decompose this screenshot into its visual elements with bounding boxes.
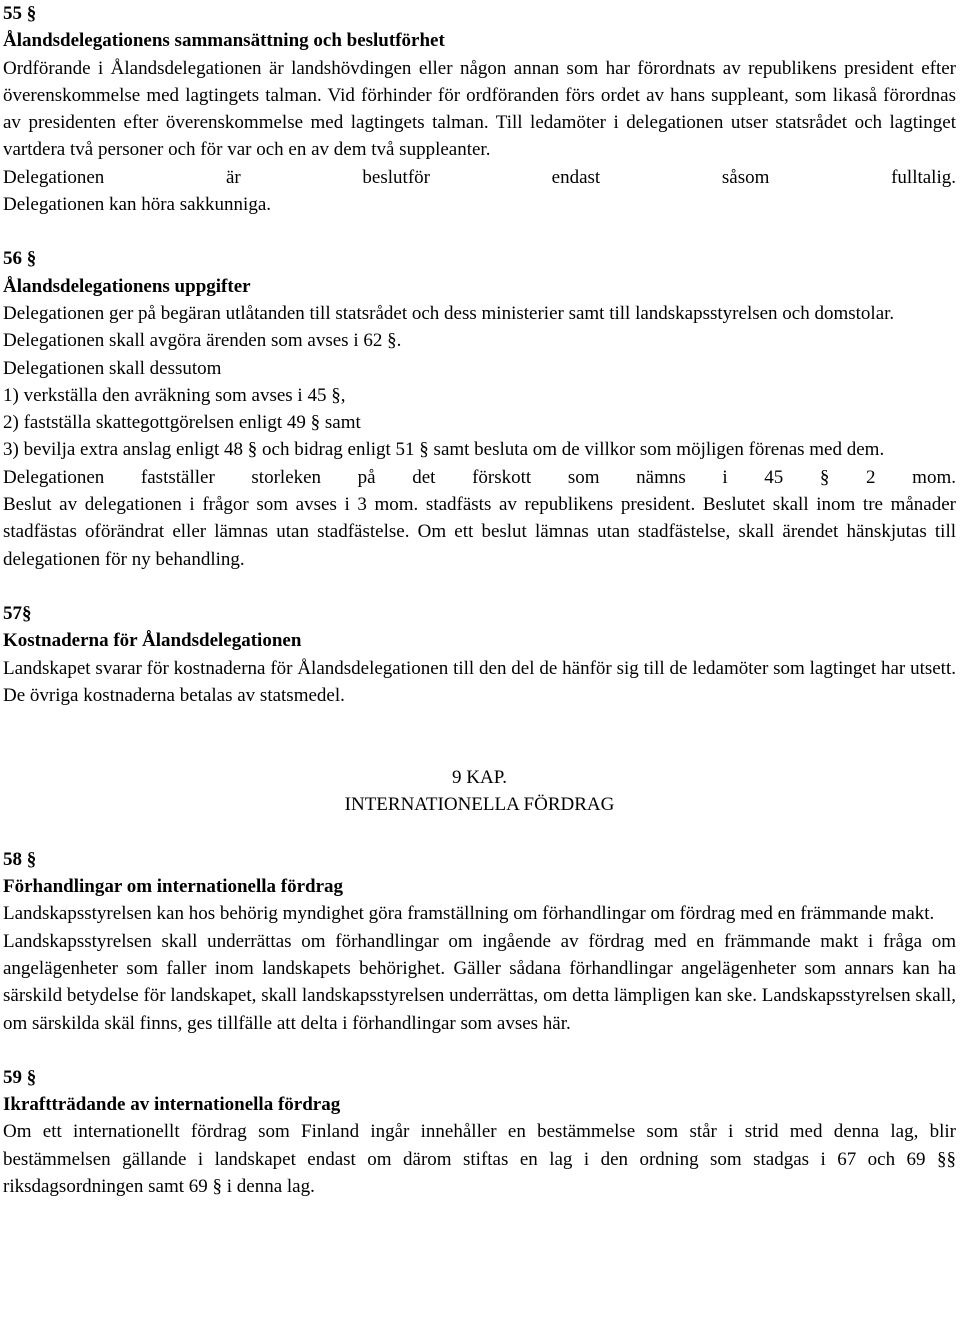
list-item: 2) fastställa skattegottgörelsen enligt 49 § samt xyxy=(3,412,361,434)
section-number: 56 § xyxy=(3,248,37,270)
section-56 xyxy=(3,245,956,573)
section-58 xyxy=(3,846,956,1037)
paragraph: Landskapet svarar för kostnaderna för Ålandsdelegationen till den del de hänför sig till de ledamöter som lagtinget har utsett. De övriga kostnaderna betalas av statsmedel. xyxy=(3,657,956,706)
section-number: 58 § xyxy=(3,848,37,870)
section-number: 55 § xyxy=(3,3,37,24)
spacer xyxy=(3,709,956,764)
list-item: 3) bevilja extra anslag enligt 48 § och bidrag enligt 51 § samt besluta om de villkor som möjligen förenas med dem. xyxy=(3,439,885,461)
section-number: 57§ xyxy=(3,602,32,624)
spacer xyxy=(3,819,956,846)
paragraph: Om ett internationellt fördrag som Finland ingår innehåller en bestämmelse som står i strid med denna lag, blir bestämmelsen gällande i landskapet endast om därom stiftas en lag i den ordning som stadgas i 67 och 69 §§ riksdagsordningen samt 69 § i denna lag. xyxy=(3,1121,956,1197)
paragraph: Delegationen kan höra sakkunniga. xyxy=(3,194,272,216)
section-57 xyxy=(3,600,956,709)
paragraph: Delegationen är beslutför endast såsom fulltalig. xyxy=(3,166,956,188)
section-59 xyxy=(3,1064,956,1200)
paragraph: Delegationen ger på begäran utlåtanden till statsrådet och dess ministerier samt till landskapsstyrelsen och domstolar. xyxy=(3,302,895,324)
section-55 xyxy=(3,0,956,218)
list-item: 1) verkställa den avräkning som avses i 45 §, xyxy=(3,384,346,406)
section-title: Ikraftträdande av internationella fördrag xyxy=(3,1094,341,1116)
paragraph: Landskapsstyrelsen kan hos behörig myndighet göra framställning om förhandlingar om fördrag med en främmande makt. xyxy=(3,903,935,925)
section-number: 59 § xyxy=(3,1066,37,1088)
spacer xyxy=(3,573,956,600)
section-title: Ålandsdelegationens uppgifter xyxy=(3,275,251,297)
paragraph: Delegationen skall avgöra ärenden som avses i 62 §. xyxy=(3,330,402,352)
section-title: Förhandlingar om internationella fördrag xyxy=(3,876,344,898)
paragraph: Delegationen fastställer storleken på det förskott som nämns i 45 § 2 mom. xyxy=(3,466,956,488)
paragraph: Beslut av delegationen i frågor som avses i 3 mom. stadfästs av republikens president. Beslutet skall inom tre månader stadfästas oförändrat eller lämnas utan stadfästelse. Om ett beslut lämnas utan stadfästelse, skall ärendet hänskjutas till delegationen för ny behandling. xyxy=(3,494,956,570)
section-title: Ålandsdelegationens sammansättning och beslutförhet xyxy=(3,30,445,52)
paragraph: Landskapsstyrelsen skall underrättas om förhandlingar om ingående av fördrag med en främmande makt i fråga om angelägenheter som faller inom landskapets behörighet. Gäller sådana förhandlingar angelägenheter som annars kan ha särskild betydelse för landskapet, skall landskapsstyrelsen underrättas, om detta lämpligen kan ske. Landskapsstyrelsen skall, om särskilda skäl finns, ges tillfälle att delta i förhandlingar som avses här. xyxy=(3,930,956,1034)
chapter-title: INTERNATIONELLA FÖRDRAG xyxy=(344,794,615,816)
section-title: Kostnaderna för Ålandsdelegationen xyxy=(3,630,302,652)
chapter-heading xyxy=(3,764,956,819)
spacer xyxy=(3,1037,956,1064)
paragraph: Ordförande i Ålandsdelegationen är landshövdingen eller någon annan som har förordnats av republikens president efter överenskommelse med lagtingets talman. Vid förhinder för ordföranden förs ordet av hans suppleant, som likaså förordnas av presidenten efter överenskommelse med lagtingets talman. Till ledamöter i delegationen utser statsrådet och lagtinget vartdera två personer och för var och en av dem två suppleanter. xyxy=(3,57,956,161)
paragraph: Delegationen skall dessutom xyxy=(3,357,222,379)
spacer xyxy=(3,218,956,245)
chapter-number: 9 KAP. xyxy=(452,767,507,789)
